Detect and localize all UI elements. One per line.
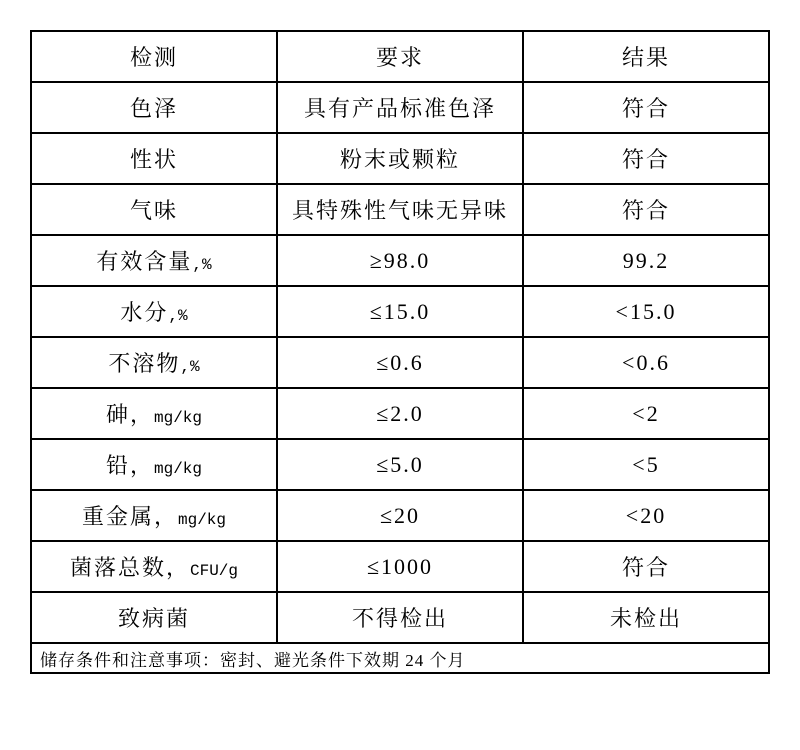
test-name-label: 水分 xyxy=(120,300,169,325)
requirement-cell: ≥98.0 xyxy=(277,235,523,286)
table-row xyxy=(31,592,769,643)
test-name-cell xyxy=(31,490,277,541)
requirement-cell: ≤5.0 xyxy=(277,439,523,490)
result-cell: 符合 xyxy=(523,184,769,235)
requirement-cell: 粉末或颗粒 xyxy=(277,133,523,184)
requirement-cell: 具特殊性气味无异味 xyxy=(277,184,523,235)
table-row xyxy=(31,490,769,541)
test-name-cell xyxy=(31,592,277,643)
test-name-label: 铅， xyxy=(105,453,154,478)
test-name-cell xyxy=(31,337,277,388)
test-name-label: 性状 xyxy=(129,147,178,172)
test-unit-label: mg/kg xyxy=(178,511,227,529)
test-name-cell xyxy=(31,235,277,286)
test-name-label: 砷， xyxy=(105,402,154,427)
test-name-label: 重金属， xyxy=(81,504,178,529)
table-row xyxy=(31,541,769,592)
result-cell: <0.6 xyxy=(523,337,769,388)
test-name-cell xyxy=(31,184,277,235)
result-cell: <5 xyxy=(523,439,769,490)
result-cell: <20 xyxy=(523,490,769,541)
header-requirement: 要求 xyxy=(277,31,523,82)
test-name-label: 有效含量 xyxy=(96,249,193,274)
table-row xyxy=(31,286,769,337)
test-name-cell xyxy=(31,286,277,337)
test-name-cell xyxy=(31,388,277,439)
storage-note: 储存条件和注意事项：密封、避光条件下效期 24 个月 xyxy=(31,643,769,673)
table-row xyxy=(31,388,769,439)
test-name-label: 菌落总数， xyxy=(69,555,190,580)
result-cell: <15.0 xyxy=(523,286,769,337)
requirement-cell: ≤1000 xyxy=(277,541,523,592)
table-row xyxy=(31,235,769,286)
test-name-label: 致病菌 xyxy=(117,606,190,631)
test-name-label: 色泽 xyxy=(129,96,178,121)
table-row xyxy=(31,184,769,235)
test-unit-label: ,% xyxy=(168,307,188,325)
header-row xyxy=(31,31,769,82)
header-test: 检测 xyxy=(31,31,277,82)
header-result: 结果 xyxy=(523,31,769,82)
table-row xyxy=(31,133,769,184)
test-unit-label: mg/kg xyxy=(154,409,203,427)
result-cell: <2 xyxy=(523,388,769,439)
test-unit-label: mg/kg xyxy=(154,460,203,478)
requirement-cell: 不得检出 xyxy=(277,592,523,643)
footer-row xyxy=(31,643,769,673)
result-cell: 符合 xyxy=(523,133,769,184)
inspection-table xyxy=(30,30,770,674)
requirement-cell: 具有产品标准色泽 xyxy=(277,82,523,133)
test-unit-label: ,% xyxy=(180,358,200,376)
requirement-cell: ≤15.0 xyxy=(277,286,523,337)
requirement-cell: ≤0.6 xyxy=(277,337,523,388)
result-cell: 99.2 xyxy=(523,235,769,286)
test-name-cell xyxy=(31,439,277,490)
test-unit-label: ,% xyxy=(192,256,212,274)
test-name-label: 不溶物 xyxy=(108,351,181,376)
table-body xyxy=(31,82,769,643)
test-name-cell xyxy=(31,82,277,133)
result-cell: 未检出 xyxy=(523,592,769,643)
test-unit-label: CFU/g xyxy=(190,562,239,580)
requirement-cell: ≤20 xyxy=(277,490,523,541)
table-row xyxy=(31,439,769,490)
result-cell: 符合 xyxy=(523,541,769,592)
test-name-label: 气味 xyxy=(129,198,178,223)
test-name-cell xyxy=(31,541,277,592)
requirement-cell: ≤2.0 xyxy=(277,388,523,439)
test-name-cell xyxy=(31,133,277,184)
table-row xyxy=(31,82,769,133)
result-cell: 符合 xyxy=(523,82,769,133)
table-row xyxy=(31,337,769,388)
